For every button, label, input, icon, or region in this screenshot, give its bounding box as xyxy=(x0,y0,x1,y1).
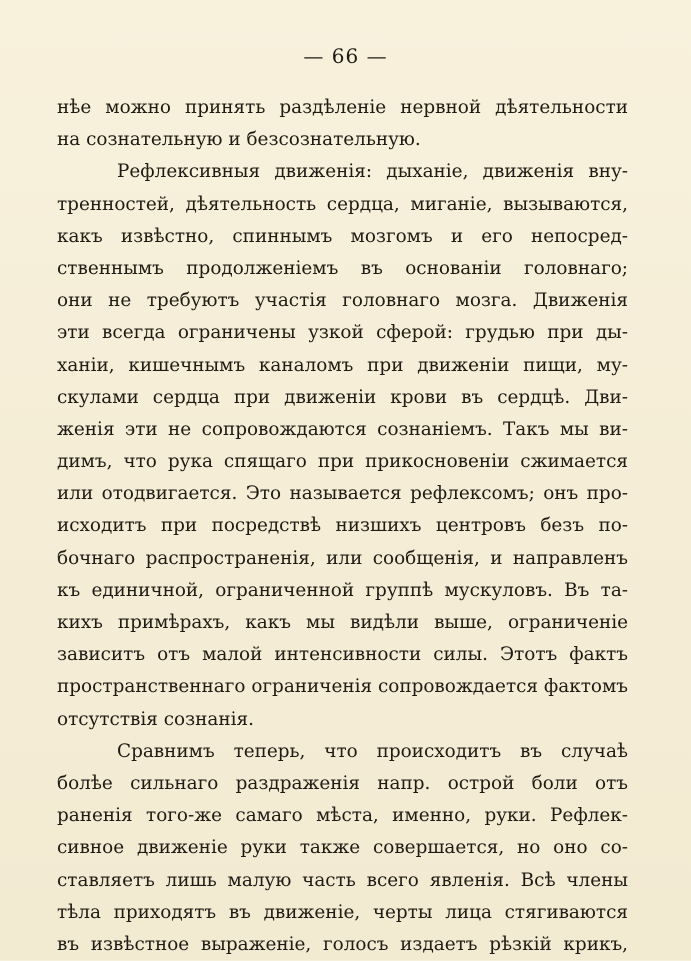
text-line: въ извѣстное выраженіе, голосъ издаетъ рѣзкій крикъ, xyxy=(57,933,628,955)
text-line: или отодвигается. Это называется рефлексомъ; онъ про- xyxy=(57,483,628,505)
text-line: пространственнаго ограниченія сопровождается фактомъ xyxy=(57,676,628,698)
text-line: сивное движеніе руки также совершается, но оно со- xyxy=(57,837,628,859)
text-line: ственнымъ продолженіемъ въ основаніи головнаго; xyxy=(57,257,628,279)
text-line: они не требуютъ участія головнаго мозга. Движенія xyxy=(57,290,628,312)
text-line: болѣе сильнаго раздраженія напр. острой боли отъ xyxy=(57,772,628,794)
text-line: бочнаго распространенія, или сообщенія, и направленъ xyxy=(57,547,628,569)
text-line: тренностей, дѣятельность сердца, миганіе, вызываются, xyxy=(57,193,628,215)
text-line: раненія того-же самаго мѣста, именно, руки. Рефлек- xyxy=(57,805,628,827)
body-text xyxy=(57,92,628,961)
text-line: зависитъ отъ малой интенсивности силы. Этотъ фактъ xyxy=(57,644,628,666)
text-line: нѣе можно принять раздѣленіе нервной дѣятельности xyxy=(57,97,628,118)
text-line: кихъ примѣрахъ, какъ мы видѣли выше, ограниченіе xyxy=(57,612,628,633)
text-line: Рефлексивныя движенія: дыханіе, движенія вну- xyxy=(117,161,628,183)
text-line: какъ извѣстно, спиннымъ мозгомъ и его непосред- xyxy=(57,225,628,247)
text-line: тѣла приходятъ въ движеніе, черты лица стягиваются xyxy=(57,901,628,923)
text-line: димъ, что рука спящаго при прикосновеніи сжимается xyxy=(57,451,628,473)
text-line: скулами сердца при движеніи крови въ сердцѣ. Дви- xyxy=(57,386,628,408)
text-line: ханіи, кишечнымъ каналомъ при движеніи пищи, му- xyxy=(57,354,628,376)
text-line: эти всегда ограничены узкой сферой: грудью при ды- xyxy=(57,322,628,344)
text-line: женія эти не сопровождаются сознаніемъ. Такъ мы ви- xyxy=(57,418,628,440)
text-line: Сравнимъ теперь, что происходитъ въ случаѣ xyxy=(117,740,628,762)
page-number: — 66 — xyxy=(303,44,388,68)
text-line: ставляетъ лишь малую часть всего явленія. Всѣ члены xyxy=(57,869,628,891)
text-line: къ единичной, ограниченной группѣ мускуловъ. Въ та- xyxy=(57,579,628,601)
text-line: на сознательную и безсознательную. xyxy=(57,129,421,151)
text-line: отсутствія сознанія. xyxy=(57,708,254,730)
text-line: исходитъ при посредствѣ низшихъ центровъ безъ по- xyxy=(57,515,628,537)
